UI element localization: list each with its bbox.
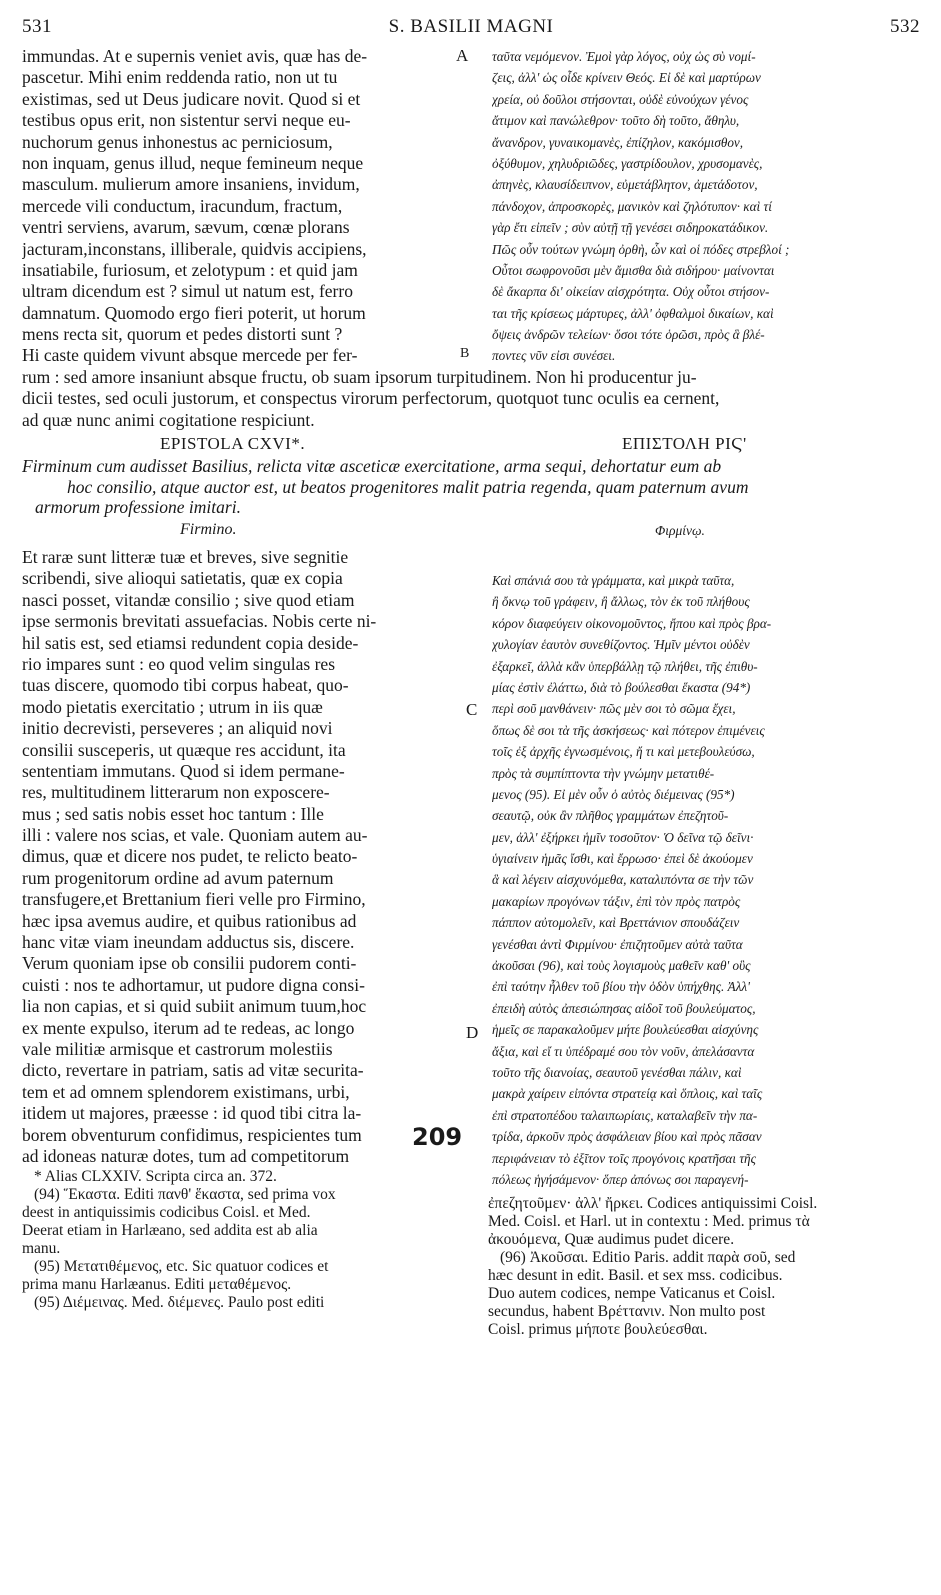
latin-full-width-text <box>22 367 920 431</box>
text-line: tuas discere, quomodo tibi corpus habeat, quo- <box>22 675 349 696</box>
greek-top-column <box>492 46 920 367</box>
text-line: nasci posset, vitandæ consilio ; sive quod etiam <box>22 589 355 610</box>
text-line: περὶ σοῦ μανθάνειν· πῶς μὲν σοι τὸ σῶμα ἔχει, <box>492 701 736 717</box>
text-line: ἐξαρκεῖ, ἀλλὰ κἂν ὑπερβάλλῃ τῷ πλήθει, τῆς ἐπιθυ- <box>492 658 758 674</box>
footnote-line: ἐπεζητοῦμεν· ἀλλ' ἤρκει. Codices antiquissimi Coisl. <box>488 1195 818 1212</box>
running-title: S. BASILII MAGNI <box>388 16 554 37</box>
text-line: τοῖς ἐξ ἀρχῆς ἐγνωσμένοις, ἤ τι καὶ μετεβουλεύσω, <box>492 744 755 760</box>
text-line: σεαυτῷ, οὐκ ἂν πλῆθος γραμμάτων ἐπεζητοῦ- <box>492 808 729 824</box>
text-line: pascetur. Mihi enim reddenda ratio, non ut tu <box>22 67 338 88</box>
latin-top-column <box>22 46 464 367</box>
text-line: jacturam,inconstans, illiberale, quidvis accipiens, <box>22 238 367 259</box>
text-line: cuisti : nos te adhortamur, ut pudore digna consi- <box>22 974 365 995</box>
text-line: χυλογίαν ἑαυτὸν συνεθίζοντος. Ἡμῖν μέντοι οὐδὲν <box>492 637 750 653</box>
text-line: rio impares sunt : eo quod velim singulas res <box>22 653 336 674</box>
text-line: ἀπηνὲς, κλαυσίδειπνον, εὐμετάβλητον, ἀμετάδοτον, <box>492 177 758 193</box>
footnote-line: (96) Ἀκοῦσαι. Editio Paris. addit παρὰ σοῦ, sed <box>500 1249 796 1266</box>
text-line: μενος (95). Εἰ μὲν οὖν ὁ αὐτὸς διέμεινας (95*) <box>492 786 735 802</box>
text-line: masculum. mulierum amore insaniens, invidum, <box>22 174 360 195</box>
footnote-line: deest in antiquissimis codicibus Coisl. et Med. <box>22 1204 311 1221</box>
addressee-latin: Firmino. <box>180 521 237 538</box>
text-line: hæc ipsa avemus audire, et quibus rationibus ad <box>22 910 357 931</box>
text-line: mens recta sit, quorum et pedes distorti sunt ? <box>22 324 343 345</box>
text-line: hil satis est, sed etiamsi redundent copia deside- <box>22 632 359 653</box>
footnote-line: Deerat etiam in Harlæano, sed addita est ab alia <box>22 1222 318 1239</box>
text-line: rum progenitorum ordine ad avum paternum <box>22 867 334 888</box>
summary-line: Firminum cum audisset Basilius, relicta vitæ asceticæ exercitatione, arma sequi, dehortatur eum ab <box>22 456 722 476</box>
text-line: ad idoneas naturæ dotes, tum ad competitorum <box>22 1145 350 1166</box>
footnote-line: prima manu Harlæanus. Editi μεταθέμενος. <box>22 1276 292 1293</box>
text-line: γὰρ ἔτι εἰπεῖν ; σὺν αὐτῇ τῇ γενέσει σιδηροκατάδικον. <box>492 220 769 236</box>
footnotes-left <box>22 1168 467 1312</box>
text-line: mus ; sed satis nobis esset hoc tantum : Ille <box>22 803 324 824</box>
epistle-title-greek: ΕΠΙΣΤΟΛΗ ΡΙϚ' <box>622 434 747 453</box>
text-line: ταῦτα νεμόμενον. Ἐμοὶ γὰρ λόγος, οὐχ ὡς σὺ νομί- <box>492 49 756 64</box>
epistle-title-latin: EPISTOLA CXVI*. <box>160 434 306 453</box>
text-line: πάππον αὐτομολεῖν, καὶ Βρεττάνιον σπουδάζειν <box>492 915 740 931</box>
text-line: τρίδα, ἀρκοῦν πρὸς ἀσφάλειαν βίου καὶ πρὸς πᾶσαν <box>492 1129 762 1145</box>
text-line: res, multitudinem litterarum non exposcere- <box>22 782 330 803</box>
text-line: ὑγιαίνειν ἡμᾶς ἴσθι, καὶ ἔρρωσο· ἐπεὶ δὲ ἀκούομεν <box>492 851 753 867</box>
left-page-number: 531 <box>22 16 52 37</box>
text-line: vale militiæ armisque et castrorum molestiis <box>22 1038 333 1059</box>
text-line: Hi caste quidem vivunt absque mercede per fer- <box>22 345 358 366</box>
text-line: Οὗτοι σωφρονοῦσι μὲν ἄμισθα διὰ σιδήρου· μαίνονται <box>492 262 775 278</box>
bold-page-number: 209 <box>412 1123 463 1151</box>
text-line: ad quæ nunc animi cogitatione respiciunt. <box>22 409 315 430</box>
footnote-line: hæc desunt in edit. Basil. et sex mss. codicibus. <box>488 1267 783 1284</box>
page-header <box>22 16 920 42</box>
text-line: ἃ καὶ λέγειν αἰσχυνόμεθα, καταλιπόντα σε τὴν τῶν <box>492 872 754 888</box>
text-line: ἢ ὄκνῳ τοῦ γράφειν, ἢ ἄλλως, τὸν ἐκ τοῦ πλήθους <box>492 594 750 610</box>
margin-letter-b: B <box>460 346 470 361</box>
margin-letter-a: A <box>456 46 469 65</box>
text-line: ὄψεις ἀνδρῶν τελείων· ὅσοι τότε ὁρῶσι, πρὸς ἃ βλέ- <box>492 327 765 343</box>
text-line: πάνδοχον, ἀπροσκορὲς, μανικὸν καὶ ζηλότυπον· καὶ τί <box>492 198 772 214</box>
footnote-line: (95) Διέμεινας. Med. διέμενες. Paulo post editi <box>34 1294 325 1311</box>
text-line: lia non capias, et si quid subiit animum tuum,hoc <box>22 996 367 1017</box>
footnote-line: Med. Coisl. et Harl. ut in contextu : Med. primus τὰ <box>488 1213 810 1230</box>
footnote-line: Duo autem codices, nempe Vaticanus et Coisl. <box>488 1285 776 1302</box>
text-line: πρὸς τὰ συμπίπτοντα τὴν γνώμην μετατιθέ- <box>492 765 715 781</box>
footnotes-right <box>488 1195 920 1339</box>
text-line: testibus opus erit, non sistentur servi neque eu- <box>22 110 351 131</box>
text-line: ἡμεῖς σε παρακαλοῦμεν μήτε βουλεύεσθαι αἰσχύνης <box>492 1022 759 1038</box>
text-line: dimus, quæ et dicere nos pudet, te relicto beato- <box>22 846 358 867</box>
text-line: initio decrevisti, perseveres ; an aliquid novi <box>22 718 333 739</box>
text-line: περιφάνειαν τὸ ἐξῖτον τοῖς προγόνοις κρατῆσαι τῆς <box>492 1150 756 1166</box>
text-line: Καὶ σπάνιά σου τὰ γράμματα, καὶ μικρὰ ταῦτα, <box>492 573 735 588</box>
text-line: borem obventurum confidimus, respicientes tum <box>22 1124 362 1145</box>
text-line: ex mente expulso, iterum ad te redeas, ac longo <box>22 1017 355 1038</box>
text-line: hanc vitæ viam ineundam adductus sis, discere. <box>22 932 355 953</box>
text-line: ζεις, ἀλλ' ὡς οἶδε κρίνειν Θεός. Εἰ δὲ καὶ μαρτύρων <box>492 70 761 86</box>
text-line: γενέσθαι ἀντὶ Φιρμίνου· ἐπιζητοῦμεν αὐτὰ ταῦτα <box>492 936 743 952</box>
text-line: κόρον διαφεύγειν οἰκονομοῦντος, ἤπου καὶ πρὸς βρα- <box>492 615 772 631</box>
text-line: ἄνανδρον, γυναικομανὲς, ἐπίζηλον, κακόμισθον, <box>492 134 744 150</box>
text-line: τοῦτο τῆς διανοίας, σεαυτοῦ γενέσθαι πάλιν, καὶ <box>492 1064 742 1080</box>
footnote-line: manu. <box>22 1240 61 1257</box>
text-line: non inquam, genus illud, neque femineum neque <box>22 152 364 173</box>
footnote-line: Coisl. primus μήποτε βουλεύεσθαι. <box>488 1321 708 1338</box>
text-line: tem et ad omnem splendorem existimans, urbi, <box>22 1081 350 1102</box>
text-line: illi : valere nos scias, et vale. Quoniam autem au- <box>22 825 368 846</box>
text-line: ultram dicendum est ? simul ut natum est, ferro <box>22 281 353 302</box>
margin-letter-c: C <box>466 700 478 719</box>
text-line: ventri serviens, avarum, sævum, cœnæ plorans <box>22 217 350 238</box>
text-line: dicto, revertare in patriam, satis ad vitæ securita- <box>22 1060 364 1081</box>
text-line: Et raræ sunt litteræ tuæ et breves, sive segnitie <box>22 547 349 567</box>
greek-main-column <box>492 570 920 1190</box>
text-line: μίας ἐστὶν ἐλάττω, διὰ τὸ βούλεσθαι ἕκαστα (94*) <box>492 679 751 695</box>
text-line: dicii testes, sed oculi justorum, et conspectus virorum perfectorum, quotquot tunc oculis ea cernent, <box>22 388 720 409</box>
text-line: rum : sed amore insaniunt absque fructu, ob suam ipsorum turpitudinem. Non hi producentur ju- <box>22 367 697 387</box>
summary-line: armorum professione imitari. <box>35 497 241 517</box>
text-line: Πῶς οὖν τούτων γνώμη ὀρθὴ, ὧν καὶ οἱ πόδες στρεβλοί ; <box>492 241 790 257</box>
text-line: itidem ut majores, præesse : id quod tibi citra la- <box>22 1103 362 1124</box>
text-line: consilii susceperis, ut quæque res accidunt, ita <box>22 739 346 760</box>
text-line: Verum quoniam ipse ob consilii pudorem conti- <box>22 953 357 974</box>
text-line: ἐπὶ ταύτην ἦλθεν τοῦ βίου τὴν ὁδὸν ὑπήχθης. Ἀλλ' <box>492 979 750 995</box>
text-line: insatiabile, furiosum, et zelotypum : et quid jam <box>22 259 358 280</box>
text-line: existimas, sed ut Deus judicare novit. Quod si et <box>22 88 361 109</box>
text-line: transfugere,et Brettanium fieri velle pro Firmino, <box>22 889 366 910</box>
text-line: modo pietatis exercitatio ; utrum in iis quæ <box>22 696 323 717</box>
footnote-line: ἀκουόμενα, Quæ audimus pudet dicere. <box>488 1231 735 1248</box>
text-line: ἄξια, καὶ εἴ τι ὑπέδραμέ σου τὸν νοῦν, ἀπελάσαντα <box>492 1043 755 1059</box>
addressee-greek: Φιρμίνῳ. <box>655 523 705 538</box>
text-line: ἄτιμον καὶ πανώλεθρον· τοῦτο δὴ τοῦτο, ἄθηλυ, <box>492 113 740 129</box>
text-line: ipse sermonis brevitati assuefacias. Nobis certe ni- <box>22 611 377 632</box>
right-page-number: 532 <box>890 16 920 37</box>
text-line: mercede vili conductum, iracundum, fractum, <box>22 195 343 216</box>
text-line: ἀκοῦσαι (96), καὶ τοὺς λογισμοὺς μαθεῖν καθ' οὓς <box>492 958 751 974</box>
text-line: damnatum. Quomodo ergo fieri poterit, ut horum <box>22 302 366 323</box>
text-line: ἐπειδὴ αὐτὸς ἀπεσιώπησας αἰδοῖ τοῦ βουλεύματος, <box>492 1000 756 1016</box>
text-line: ται τῆς κρίσεως μάρτυρες, ἀλλ' ὀφθαλμοὶ δικαίων, καὶ <box>492 305 774 321</box>
epistle-summary <box>22 456 920 518</box>
text-line: sententiam immutans. Quod si idem permane- <box>22 760 345 781</box>
margin-letter-d: D <box>466 1023 479 1042</box>
text-line: μακαρίων προγόνων τάξιν, ἐπὶ τὸν πρὸς πατρὸς <box>492 893 741 909</box>
text-line: ὅπως δὲ σοι τὰ τῆς ἀσκήσεως· καὶ πότερον ἐπιμένεις <box>492 722 765 738</box>
text-line: δὲ ἄκαρπα δι' οἰκείαν αἰσχρότητα. Οὐχ οὗτοι στήσον- <box>492 284 770 300</box>
text-line: μεν, ἀλλ' ἐξήρκει ἡμῖν τοσοῦτον· Ὁ δεῖνα τῷ δεῖνι· <box>492 829 754 845</box>
footnote-line: secundus, habent Βρέττανιν. Non multo post <box>488 1303 766 1320</box>
text-line: nuchorum genus inhonestus ac perniciosum, <box>22 131 333 152</box>
footnote-line: * Alias CLXXIV. Scripta circa an. 372. <box>34 1168 277 1185</box>
text-line: πόλεως ἡγήσάμενον· ὅπερ ἀπόνως σοι παραγενή- <box>492 1171 749 1187</box>
text-line: immundas. At e supernis veniet avis, quæ has de- <box>22 46 368 66</box>
footnote-line: (94) Ἕκαστα. Editi πανθ' ἕκαστα, sed prima vox <box>34 1186 336 1203</box>
text-line: χρεία, οὐ δοῦλοι στήσονται, οὐδὲ εὐνούχων γένος <box>492 91 749 107</box>
text-line: ποντες νῦν εἰσι συνέσει. <box>492 348 616 364</box>
summary-line: hoc consilio, atque auctor est, ut beatos progenitores malit patria regenda, quam paternum avum <box>67 476 749 497</box>
text-line: ἐπὶ στρατοπέδου ταλαιπωρίαις, καταλαβεῖν τὴν πα- <box>492 1107 758 1123</box>
footnote-line: (95) Μετατιθέμενος, etc. Sic quatuor codices et <box>34 1258 329 1275</box>
text-line: scribendi, sive alioqui satietatis, quæ ex copia <box>22 568 343 589</box>
latin-main-column <box>22 547 464 1167</box>
text-line: ὀξύθυμον, χηλυδριῶδες, γαστρίδουλον, χρυσομανὲς, <box>492 155 763 171</box>
text-line: μακρὰ χαίρειν εἰπόντα στρατείᾳ καὶ ὅπλοις, καὶ ταῖς <box>492 1086 763 1102</box>
